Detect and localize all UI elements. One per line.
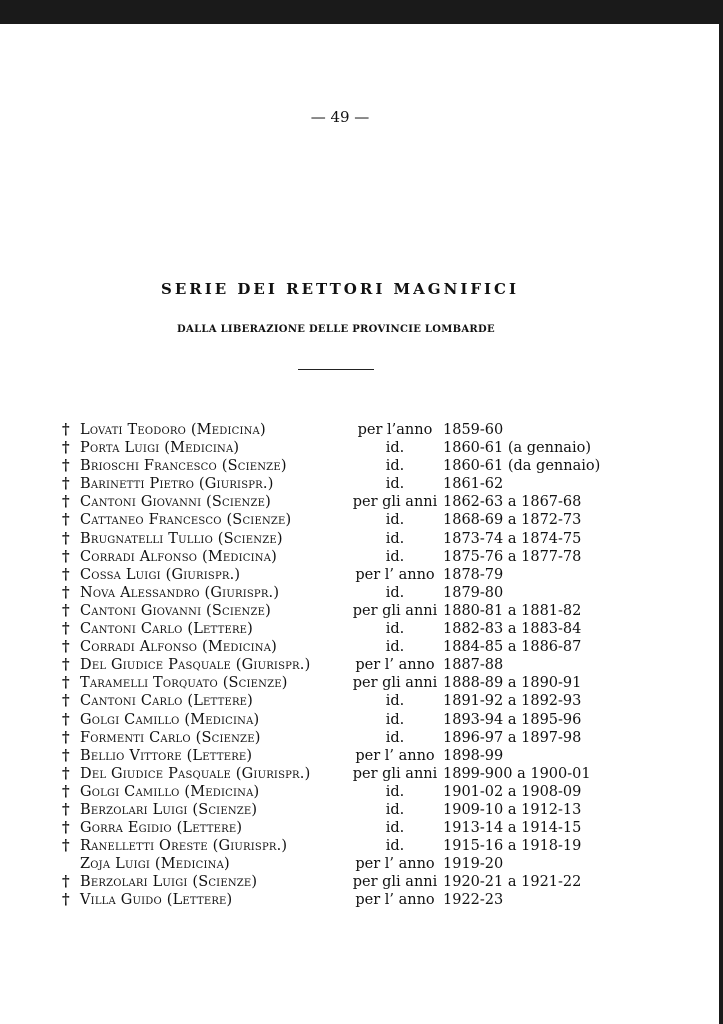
term-label: id. xyxy=(385,820,405,837)
academic-years: 1882-83 a 1883-84 xyxy=(443,621,582,638)
academic-years: 1860-61 (da gennaio) xyxy=(443,458,601,475)
academic-years: 1920-21 a 1921-22 xyxy=(443,874,582,891)
academic-years: 1875-76 a 1877-78 xyxy=(443,548,582,565)
deceased-mark: † xyxy=(62,529,70,547)
rector-row xyxy=(62,602,622,620)
deceased-mark: † xyxy=(62,620,70,638)
deceased-mark: † xyxy=(62,601,70,619)
rector-row xyxy=(62,711,622,729)
deceased-mark: † xyxy=(62,764,70,782)
term-label: per l’ anno xyxy=(355,657,435,674)
rector-row xyxy=(62,819,622,837)
rector-row xyxy=(62,891,622,909)
academic-years: 1862-63 a 1867-68 xyxy=(443,494,582,511)
term-label: id. xyxy=(385,801,405,818)
deceased-mark: † xyxy=(62,819,70,837)
academic-years: 1873-74 a 1874-75 xyxy=(443,530,582,547)
term-label: id. xyxy=(385,440,405,457)
rector-row xyxy=(62,783,622,801)
rector-name: Porta Luigi (Medicina) xyxy=(80,440,240,457)
rector-row xyxy=(62,530,622,548)
term-label: per gli anni xyxy=(352,602,438,619)
divider-rule xyxy=(298,369,374,370)
academic-years: 1922-23 xyxy=(443,892,504,909)
deceased-mark: † xyxy=(62,547,70,565)
deceased-mark: † xyxy=(62,565,70,583)
deceased-mark: † xyxy=(62,475,70,493)
deceased-mark: † xyxy=(62,746,70,764)
deceased-mark: † xyxy=(62,493,70,511)
rector-name: Cantoni Carlo (Lettere) xyxy=(80,621,254,638)
rector-row xyxy=(62,656,622,674)
rector-name: Cattaneo Francesco (Scienze) xyxy=(80,512,292,529)
rector-name: Brugnatelli Tullio (Scienze) xyxy=(80,530,283,547)
rector-name: Bellio Vittore (Lettere) xyxy=(80,747,253,764)
deceased-mark: † xyxy=(62,583,70,601)
academic-years: 1868-69 a 1872-73 xyxy=(443,512,582,529)
rector-name: Corradi Alfonso (Medicina) xyxy=(80,639,278,656)
deceased-mark: † xyxy=(62,873,70,891)
rector-name: Cantoni Giovanni (Scienze) xyxy=(80,494,271,511)
rectors-list xyxy=(62,421,622,910)
page-title: SERIE DEI RETTORI MAGNIFICI xyxy=(161,280,519,298)
term-label: per l’ anno xyxy=(355,856,435,873)
rector-row xyxy=(62,855,622,873)
rector-row xyxy=(62,837,622,855)
academic-years: 1899-900 a 1900-01 xyxy=(443,765,591,782)
academic-years: 1887-88 xyxy=(443,657,504,674)
rector-row xyxy=(62,873,622,891)
page-number: — 49 — xyxy=(310,108,370,126)
rector-row xyxy=(62,457,622,475)
rector-name: Gorra Egidio (Lettere) xyxy=(80,820,243,837)
academic-years: 1898-99 xyxy=(443,747,504,764)
rector-name: Barinetti Pietro (Giurispr.) xyxy=(80,476,274,493)
rector-name: Nova Alessandro (Giurispr.) xyxy=(80,584,280,601)
rector-row xyxy=(62,511,622,529)
rector-row xyxy=(62,729,622,747)
deceased-mark: † xyxy=(62,710,70,728)
rector-row xyxy=(62,747,622,765)
deceased-mark: † xyxy=(62,674,70,692)
academic-years: 1919-20 xyxy=(443,856,504,873)
deceased-mark: † xyxy=(62,457,70,475)
academic-years: 1860-61 (a gennaio) xyxy=(443,440,591,457)
term-label: id. xyxy=(385,548,405,565)
term-label: id. xyxy=(385,530,405,547)
rector-name: Ranelletti Oreste (Giurispr.) xyxy=(80,838,288,855)
rector-row xyxy=(62,421,622,439)
term-label: id. xyxy=(385,783,405,800)
deceased-mark: † xyxy=(62,421,70,438)
rector-name: Formenti Carlo (Scienze) xyxy=(80,729,261,746)
rector-name: Cantoni Carlo (Lettere) xyxy=(80,693,254,710)
deceased-mark: † xyxy=(62,692,70,710)
rector-name: Golgi Camillo (Medicina) xyxy=(80,783,260,800)
academic-years: 1879-80 xyxy=(443,584,504,601)
rector-name: Cantoni Giovanni (Scienze) xyxy=(80,602,271,619)
academic-years: 1888-89 a 1890-91 xyxy=(443,675,582,692)
rector-name: Lovati Teodoro (Medicina) xyxy=(80,422,266,438)
rector-name: Zoja Luigi (Medicina) xyxy=(80,856,230,873)
deceased-mark: † xyxy=(62,800,70,818)
term-label: id. xyxy=(385,639,405,656)
page-subtitle: DALLA LIBERAZIONE DELLE PROVINCIE LOMBARDE xyxy=(177,324,495,335)
term-label: per gli anni xyxy=(352,675,438,692)
rector-row xyxy=(62,620,622,638)
term-label: id. xyxy=(385,693,405,710)
rector-name: Berzolari Luigi (Scienze) xyxy=(80,874,258,891)
rector-name: Cossa Luigi (Giurispr.) xyxy=(80,566,241,583)
term-label: id. xyxy=(385,512,405,529)
rector-row xyxy=(62,475,622,493)
academic-years: 1891-92 a 1892-93 xyxy=(443,693,582,710)
term-label: per gli anni xyxy=(352,874,438,891)
rector-row xyxy=(62,765,622,783)
rector-row xyxy=(62,493,622,511)
rector-name: Golgi Camillo (Medicina) xyxy=(80,711,260,728)
term-label: id. xyxy=(385,729,405,746)
rector-row xyxy=(62,439,622,457)
rector-name: Taramelli Torquato (Scienze) xyxy=(80,675,288,692)
term-label: per l’ anno xyxy=(355,892,435,909)
rector-row xyxy=(62,548,622,566)
rector-name: Del Giudice Pasquale (Giurispr.) xyxy=(80,657,311,674)
deceased-mark: † xyxy=(62,656,70,674)
term-label: id. xyxy=(385,838,405,855)
term-label: per l’anno xyxy=(357,422,433,438)
academic-years: 1878-79 xyxy=(443,566,504,583)
term-label: id. xyxy=(385,458,405,475)
rector-name: Del Giudice Pasquale (Giurispr.) xyxy=(80,765,311,782)
academic-years: 1915-16 a 1918-19 xyxy=(443,838,582,855)
term-label: id. xyxy=(385,621,405,638)
term-label: id. xyxy=(385,584,405,601)
academic-years: 1884-85 a 1886-87 xyxy=(443,639,582,656)
deceased-mark: † xyxy=(62,728,70,746)
rector-name: Berzolari Luigi (Scienze) xyxy=(80,801,258,818)
academic-years: 1893-94 a 1895-96 xyxy=(443,711,582,728)
rector-row xyxy=(62,566,622,584)
academic-years: 1859-60 xyxy=(443,422,504,438)
term-label: per l’ anno xyxy=(355,566,435,583)
rector-row xyxy=(62,584,622,602)
rector-name: Corradi Alfonso (Medicina) xyxy=(80,548,278,565)
rector-row xyxy=(62,638,622,656)
academic-years: 1913-14 a 1914-15 xyxy=(443,820,582,837)
deceased-mark: † xyxy=(62,891,70,909)
rector-name: Villa Guido (Lettere) xyxy=(80,892,233,909)
term-label: id. xyxy=(385,476,405,493)
academic-years: 1861-62 xyxy=(443,476,504,493)
deceased-mark: † xyxy=(62,638,70,656)
term-label: per gli anni xyxy=(352,765,438,782)
rector-row xyxy=(62,674,622,692)
academic-years: 1909-10 a 1912-13 xyxy=(443,801,582,818)
deceased-mark: † xyxy=(62,837,70,855)
deceased-mark: † xyxy=(62,782,70,800)
term-label: id. xyxy=(385,711,405,728)
academic-years: 1880-81 a 1881-82 xyxy=(443,602,582,619)
term-label: per gli anni xyxy=(352,494,438,511)
document-page xyxy=(0,24,719,1024)
deceased-mark: † xyxy=(62,439,70,457)
academic-years: 1896-97 a 1897-98 xyxy=(443,729,582,746)
academic-years: 1901-02 a 1908-09 xyxy=(443,783,582,800)
rector-name: Brioschi Francesco (Scienze) xyxy=(80,458,287,475)
term-label: per l’ anno xyxy=(355,747,435,764)
deceased-mark: † xyxy=(62,511,70,529)
rector-row xyxy=(62,692,622,710)
rector-row xyxy=(62,801,622,819)
